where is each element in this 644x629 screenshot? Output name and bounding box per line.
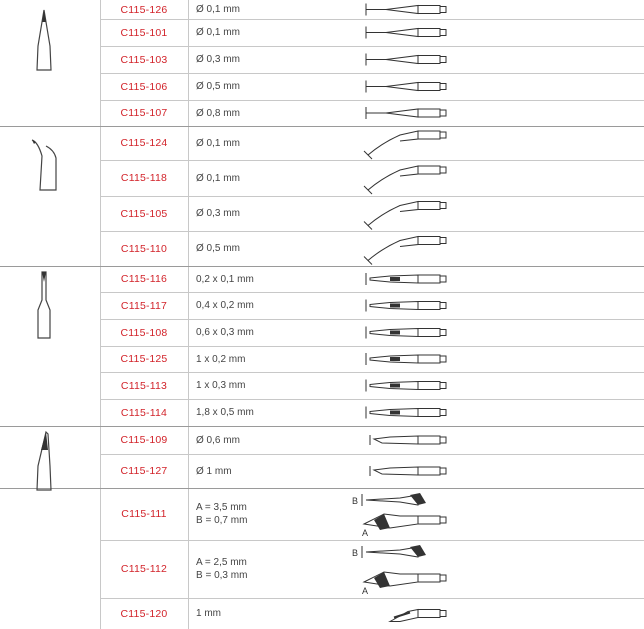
svg-text:A: A (362, 528, 369, 538)
dimension-line: Ø 0,5 mm (196, 81, 240, 92)
conical-tip-icon (24, 8, 64, 72)
tip-drawing-chisel (350, 266, 460, 292)
dimension-line: Ø 0,3 mm (196, 208, 240, 219)
tip-dimension (196, 46, 366, 73)
dimension-line: 0,6 x 0,3 mm (196, 327, 254, 338)
part-code: C115-103 (120, 53, 168, 66)
tip-drawing-conical (350, 46, 460, 73)
tip-dimension (196, 73, 366, 100)
part-code: C115-110 (120, 242, 168, 255)
dimension-line: A = 2,5 mm (196, 557, 247, 568)
dimension-line: Ø 0,1 mm (196, 27, 240, 38)
dimension-line: 1 mm (196, 608, 221, 619)
tip-drawing-chisel (350, 319, 460, 346)
tip-drawing-blade (350, 598, 460, 629)
part-code: C115-125 (120, 353, 168, 365)
chisel-tip-icon (24, 270, 64, 340)
dimension-line: 1 x 0,3 mm (196, 380, 246, 391)
part-code: C115-116 (120, 273, 168, 285)
tip-drawing-conical (350, 0, 460, 19)
dimension-line: A = 3,5 mm (196, 502, 247, 513)
part-code: C115-126 (120, 3, 168, 16)
tip-drawing-bevel (350, 426, 460, 454)
tip-dimension (196, 19, 366, 46)
part-code: C115-117 (120, 299, 168, 312)
svg-text:A: A (362, 586, 369, 596)
tip-dimension (196, 160, 366, 196)
dimension-line: 0,2 x 0,1 mm (196, 273, 254, 285)
dimension-line: Ø 0,6 mm (196, 434, 240, 446)
tip-drawing-knife (350, 540, 460, 598)
dimension-line: Ø 0,8 mm (196, 107, 240, 119)
part-code: C115-124 (120, 137, 168, 149)
part-code: C115-120 (120, 607, 168, 620)
tip-drawing-chisel (350, 372, 460, 399)
dimension-line: Ø 0,3 mm (196, 54, 240, 65)
dimension-line: Ø 1 mm (196, 465, 232, 477)
tip-drawing-knife (350, 488, 460, 540)
svg-text:B: B (352, 548, 359, 558)
tip-dimension (196, 372, 366, 399)
part-code: C115-118 (120, 172, 168, 184)
part-code: C115-109 (120, 434, 168, 446)
tip-dimension (196, 399, 366, 426)
bent-tip-icon (24, 134, 64, 192)
part-code: C115-105 (120, 207, 168, 220)
tip-dimension (196, 266, 366, 292)
svg-text:B: B (352, 496, 359, 506)
part-code: C115-112 (120, 563, 168, 575)
tip-dimension (196, 598, 366, 629)
dimension-line: Ø 0,5 mm (196, 243, 240, 254)
tip-dimension (196, 292, 366, 319)
column-divider (188, 0, 189, 629)
part-code: C115-108 (120, 326, 168, 339)
tip-drawing-chisel (350, 292, 460, 319)
bevel-tip-icon (24, 430, 64, 492)
tip-dimension (196, 426, 366, 454)
tip-drawing-conical (350, 73, 460, 100)
tip-drawing-bent (350, 231, 460, 266)
dimension-line: 1,8 x 0,5 mm (196, 407, 254, 418)
tip-drawing-chisel (350, 399, 460, 426)
dimension-line: Ø 0,1 mm (196, 137, 240, 149)
part-code: C115-111 (121, 508, 167, 520)
dimension-line: B = 0,3 mm (196, 570, 248, 581)
tip-dimension (196, 100, 366, 126)
tip-drawing-bent (350, 126, 460, 160)
dimension-line: Ø 0,1 mm (196, 172, 240, 184)
part-code: C115-101 (120, 26, 168, 39)
tip-dimension (196, 196, 366, 231)
tip-dimension (196, 540, 369, 598)
tip-dimension (196, 231, 366, 266)
dimension-line: 0,4 x 0,2 mm (196, 300, 254, 311)
tip-drawing-conical (350, 19, 460, 46)
tip-drawing-bent (350, 160, 460, 196)
dimension-line: B = 0,7 mm (196, 515, 248, 526)
tip-drawing-bevel (350, 454, 460, 488)
part-code: C115-106 (120, 80, 168, 93)
part-code: C115-107 (120, 107, 168, 119)
tip-drawing-bent (350, 196, 460, 231)
dimension-line: Ø 0,1 mm (196, 4, 240, 15)
tip-drawing-conical (350, 100, 460, 126)
tip-dimension (196, 126, 366, 160)
tip-drawing-chisel (350, 346, 460, 372)
part-code: C115-113 (120, 379, 168, 392)
part-code: C115-114 (120, 406, 168, 419)
tip-dimension (196, 346, 366, 372)
tip-dimension (196, 454, 366, 488)
part-code: C115-127 (120, 465, 168, 477)
tip-dimension (196, 0, 366, 19)
dimension-line: 1 x 0,2 mm (196, 353, 246, 365)
tip-dimension (196, 488, 369, 540)
tip-dimension (196, 319, 366, 346)
